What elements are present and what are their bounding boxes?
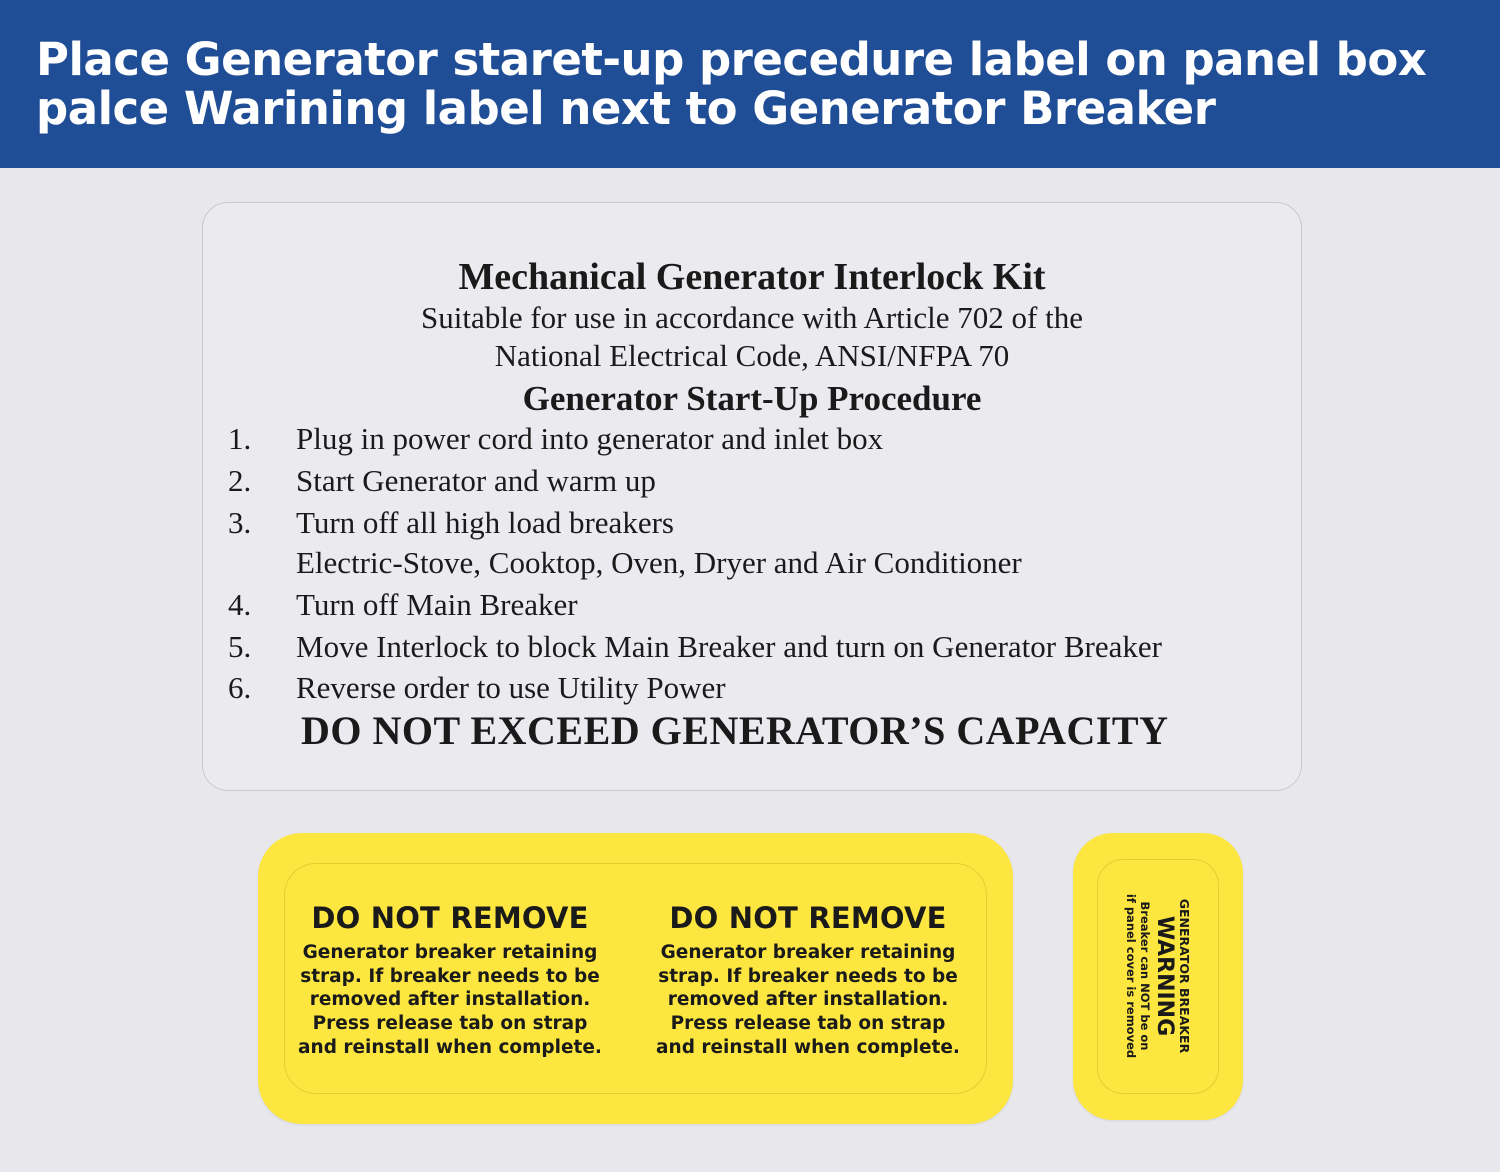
breaker-warning-text [1124, 861, 1192, 1091]
strap-text-line: Press release tab on strap [312, 1013, 588, 1035]
step-text: Start Generator and warm up [296, 463, 656, 498]
procedure-label-subtitle-2: National Electrical Code, ANSI/NFPA 70 [494, 338, 1010, 373]
breaker-warning-line: Breaker can NOT be on [1138, 901, 1152, 1051]
procedure-label [202, 202, 1302, 791]
step-text: Turn off Main Breaker [296, 587, 578, 622]
procedure-heading: Generator Start-Up Procedure [522, 379, 982, 418]
strap-text-line: strap. If breaker needs to be [300, 965, 600, 987]
strap-label [258, 833, 1013, 1124]
step-text: Move Interlock to block Main Breaker and turn on Generator Breaker [296, 629, 1162, 664]
warning-heading: WARNING [1152, 915, 1177, 1037]
do-not-remove-block [290, 901, 610, 1060]
strap-text-line: removed after installation. [667, 989, 949, 1011]
do-not-remove-title: DO NOT REMOVE [669, 901, 947, 935]
step-text: Turn off all high load breakers [296, 505, 674, 540]
step-number: 4. [228, 587, 252, 622]
breaker-warning-label [1073, 833, 1243, 1120]
step-number: 1. [228, 421, 252, 456]
step-detail: Electric-Stove, Cooktop, Oven, Dryer and Air Conditioner [296, 545, 1022, 580]
strap-text-line: and reinstall when complete. [298, 1036, 602, 1058]
banner-line-1: Place Generator staret-up precedure label on panel box [36, 33, 1427, 86]
step-number: 5. [228, 629, 252, 664]
strap-text-line: Press release tab on strap [670, 1013, 946, 1035]
strap-text-line: removed after installation. [309, 989, 591, 1011]
breaker-warning-line: if panel cover is removed [1124, 893, 1138, 1059]
header-banner [0, 0, 1500, 168]
step-number: 6. [228, 670, 252, 705]
procedure-label-subtitle-1: Suitable for use in accordance with Article 702 of the [421, 300, 1083, 335]
strap-text-line: and reinstall when complete. [656, 1036, 960, 1058]
procedure-label-title: Mechanical Generator Interlock Kit [458, 256, 1046, 298]
capacity-warning: DO NOT EXCEED GENERATOR’S CAPACITY [301, 708, 1169, 753]
step-text: Reverse order to use Utility Power [296, 670, 726, 705]
generator-breaker-heading: GENERATOR BREAKER [1177, 898, 1192, 1054]
strap-text-line: Generator breaker retaining [660, 942, 956, 963]
step-number: 3. [228, 505, 252, 540]
step-text: Plug in power cord into generator and inlet box [296, 421, 884, 456]
strap-text-line: strap. If breaker needs to be [658, 965, 958, 987]
banner-line-2: palce Warining label next to Generator Breaker [36, 82, 1216, 135]
do-not-remove-block [648, 901, 968, 1060]
do-not-remove-title: DO NOT REMOVE [311, 901, 589, 935]
step-number: 2. [228, 463, 252, 498]
strap-text-line: Generator breaker retaining [302, 942, 598, 963]
